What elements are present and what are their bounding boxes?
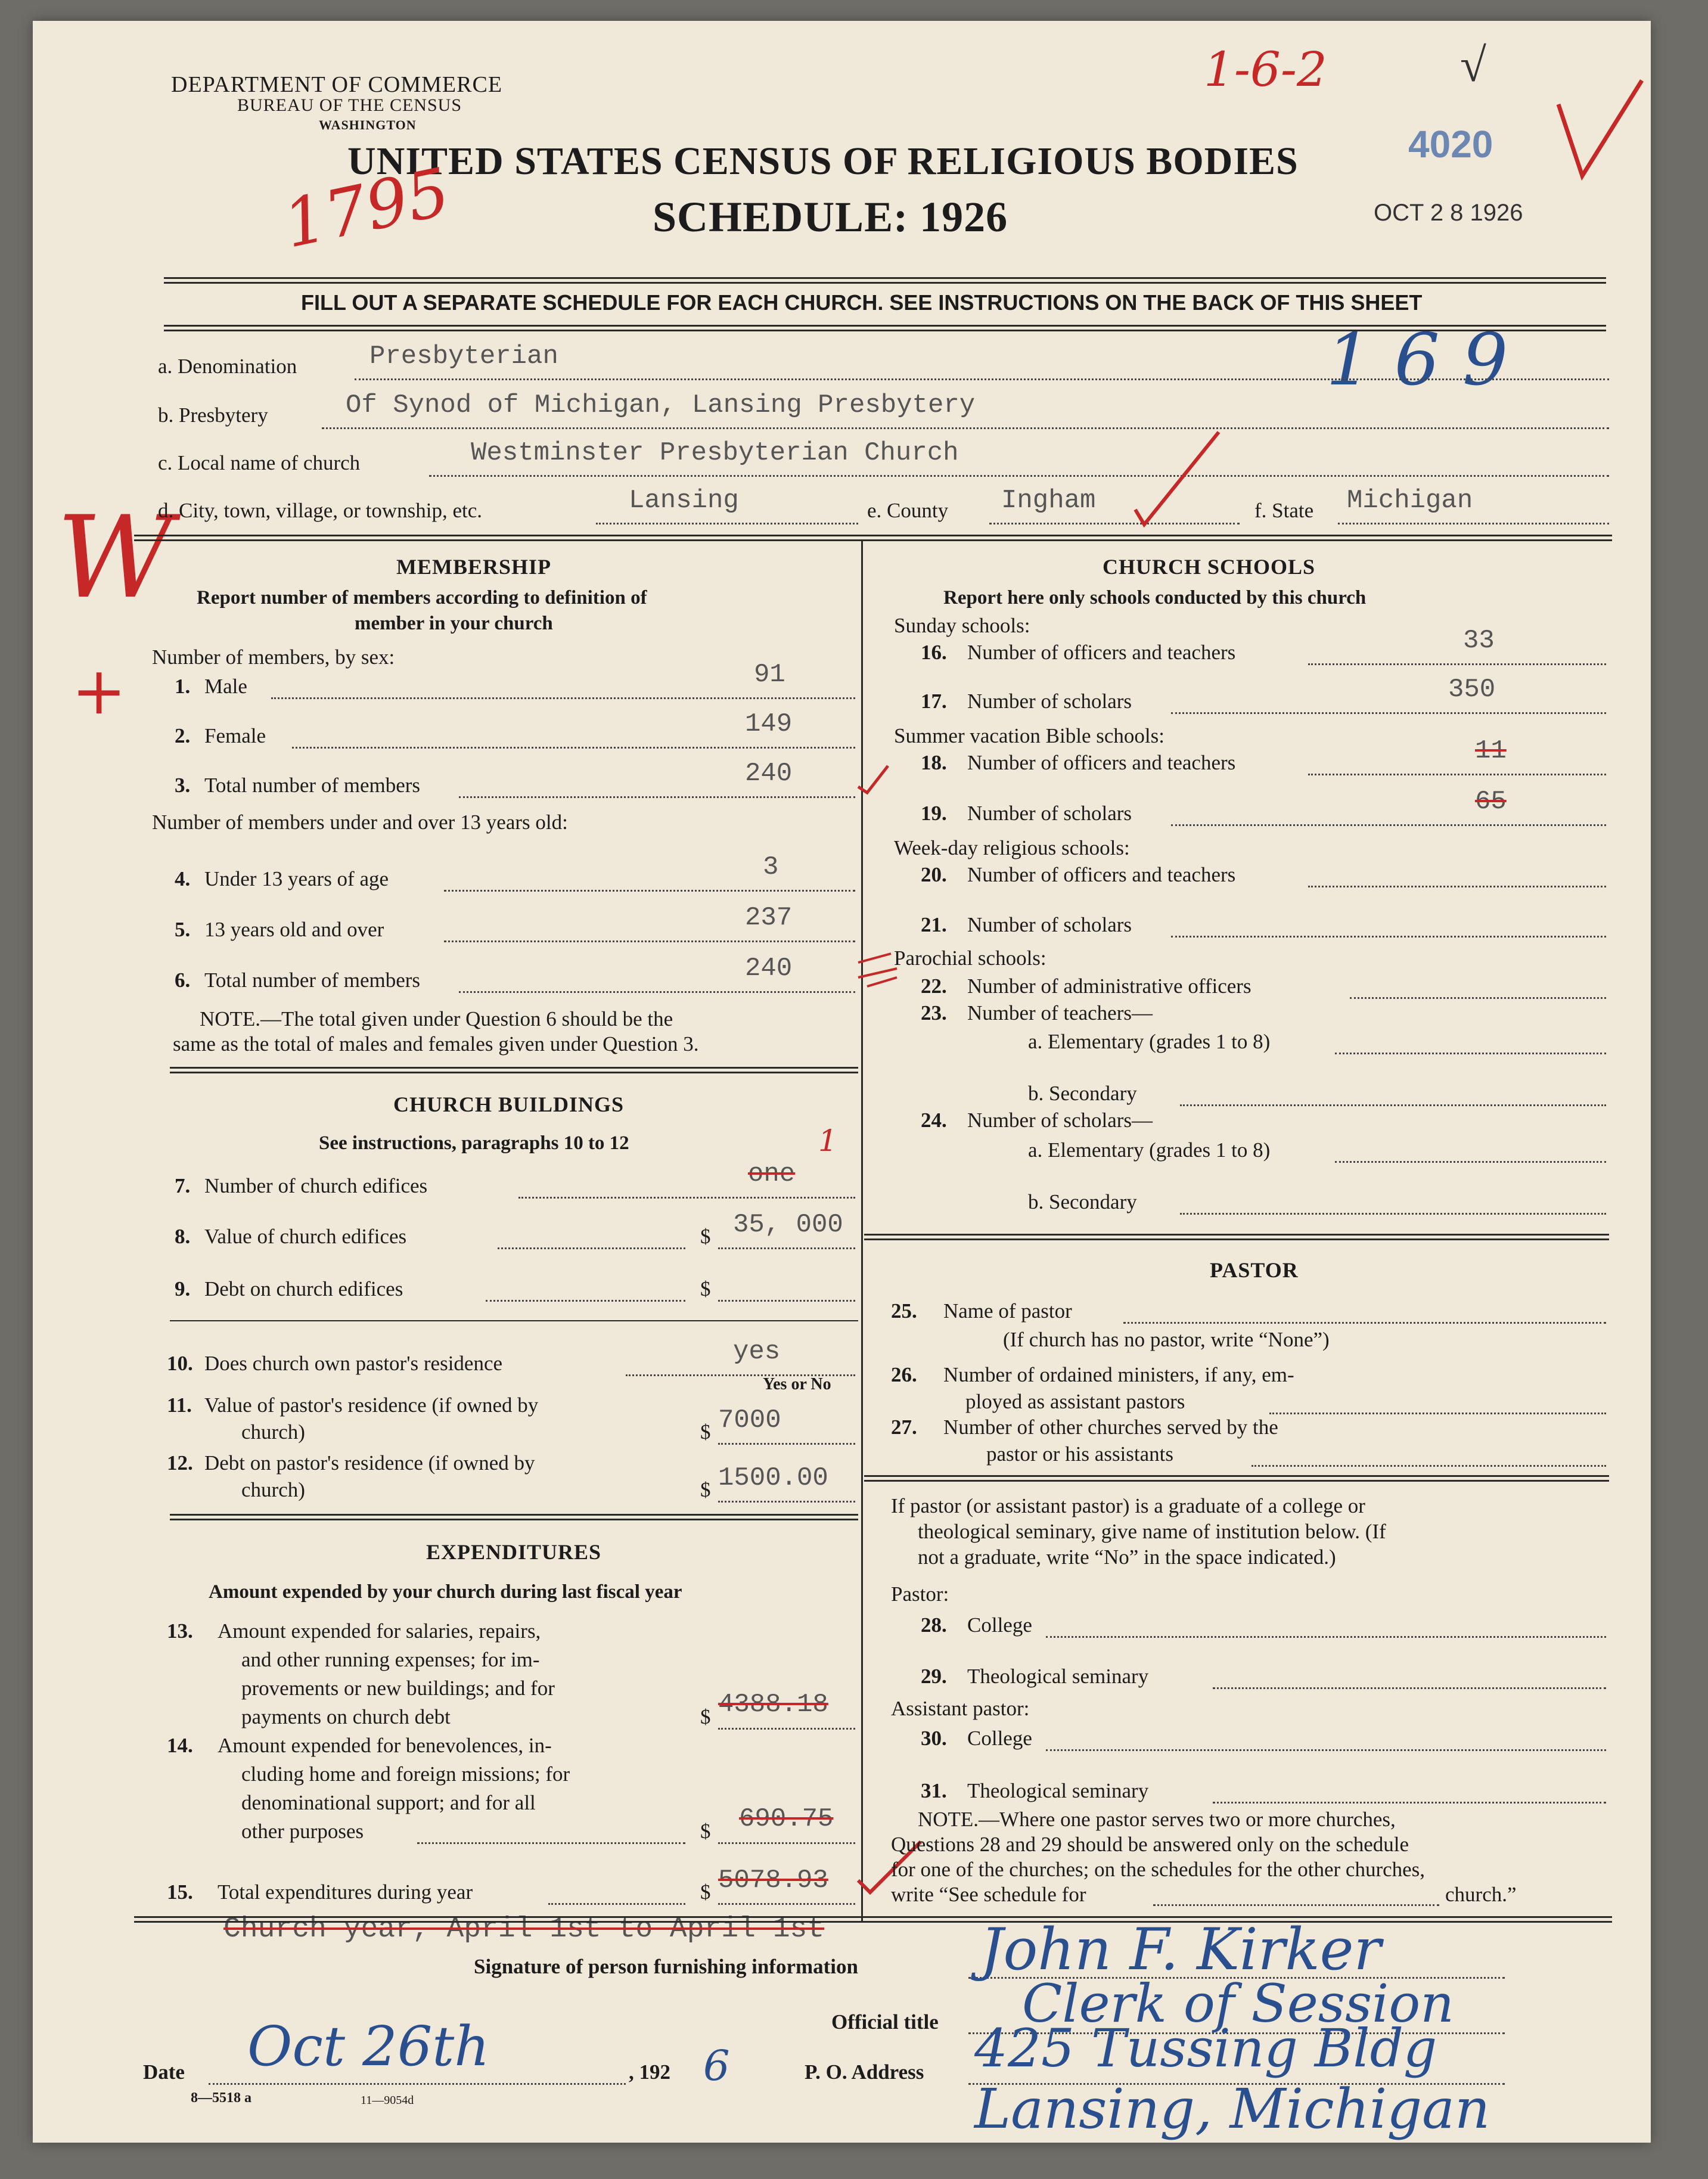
q26-line-2: ployed as assistant pastors [965, 1390, 1185, 1413]
q9-number: 9. [175, 1277, 191, 1300]
po-address-label: P. O. Address [805, 2060, 924, 2084]
denomination-line [355, 378, 1609, 380]
q11-label-2: church) [241, 1420, 305, 1444]
stamp-number: 4020 [1408, 123, 1493, 166]
q2-number: 2. [175, 724, 191, 747]
local-name-value[interactable]: Westminster Presbyterian Church [471, 438, 959, 468]
q24-label: Number of scholars— [967, 1109, 1153, 1132]
q28-line[interactable] [1046, 1636, 1606, 1638]
q31-number: 31. [921, 1779, 947, 1802]
q17-number: 17. [921, 690, 947, 713]
check-mark-icon: √ [1460, 39, 1486, 92]
signature-label: Signature of person furnishing information [474, 1955, 858, 1978]
q18-value[interactable]: 11 [1475, 736, 1507, 766]
red-check-icon [1546, 69, 1648, 188]
buildings-sub: See instructions, paragraphs 10 to 12 [319, 1132, 629, 1154]
membership-note-1: NOTE.—The total given under Question 6 should be the [200, 1007, 673, 1030]
fields-rule [134, 535, 1612, 541]
q14-value[interactable]: 690.75 [739, 1804, 834, 1834]
q4-label: Under 13 years of age [204, 867, 389, 890]
q14-line [718, 1842, 855, 1844]
pastor-note-1: NOTE.—Where one pastor serves two or more churches, [918, 1808, 1396, 1831]
q15-dollar: $ [700, 1880, 711, 1904]
grad-text-2: theological seminary, give name of institution below. (If [918, 1520, 1386, 1543]
q17-value[interactable]: 350 [1448, 675, 1496, 704]
q27-line[interactable] [1252, 1465, 1606, 1467]
presbytery-line [322, 427, 1609, 429]
q29-line[interactable] [1213, 1687, 1606, 1689]
by-sex-label: Number of members, by sex: [152, 645, 395, 669]
q7-number: 7. [175, 1174, 191, 1197]
q31-label: Theological seminary [967, 1779, 1149, 1802]
q7-correction: 1 [818, 1123, 837, 1158]
handwritten-plus-mark: + [72, 653, 127, 729]
q6-value[interactable]: 240 [745, 954, 793, 983]
membership-intro-2: member in your church [355, 613, 553, 634]
q1-label: Male [204, 675, 247, 698]
q11-number: 11. [167, 1393, 192, 1417]
q3-line [459, 796, 855, 798]
presbytery-label: b. Presbytery [158, 403, 268, 427]
q12-label-1: Debt on pastor's residence (if owned by [204, 1451, 535, 1475]
q27-line-1: Number of other churches served by the [943, 1416, 1278, 1439]
q4-number: 4. [175, 867, 191, 890]
local-name-label: c. Local name of church [158, 451, 361, 474]
expenditures-heading: EXPENDITURES [426, 1540, 602, 1564]
q27-number: 27. [891, 1416, 917, 1439]
q23a-label: a. Elementary (grades 1 to 8) [1028, 1030, 1271, 1053]
q10-value[interactable]: yes [733, 1337, 781, 1367]
q14-line-2: cluding home and foreign missions; for [241, 1762, 570, 1786]
q8-leader-line [498, 1247, 685, 1249]
bureau-label: BUREAU OF THE CENSUS [237, 95, 462, 115]
state-line [1338, 523, 1609, 524]
denomination-value[interactable]: Presbyterian [369, 342, 558, 371]
q4-line [444, 890, 855, 892]
schools-intro: Report here only schools conducted by this church [943, 587, 1367, 609]
q8-label: Value of church edifices [204, 1225, 407, 1248]
q14-leader-line [417, 1842, 685, 1844]
q8-value[interactable]: 35, 000 [733, 1210, 843, 1240]
q24b-line[interactable] [1180, 1213, 1606, 1215]
handwritten-top-note: 1-6-2 [1204, 42, 1327, 97]
q25-line[interactable] [1123, 1322, 1606, 1324]
q24-number: 24. [921, 1109, 947, 1132]
q1-number: 1. [175, 675, 191, 698]
signature-value[interactable]: John F. Kirker [980, 1916, 1381, 1983]
presbytery-value[interactable]: Of Synod of Michigan, Lansing Presbytery [346, 390, 976, 420]
po-address-value-2[interactable]: Lansing, Michigan [974, 2077, 1490, 2141]
buildings-rule [170, 1514, 858, 1520]
q19-label: Number of scholars [967, 802, 1132, 825]
q11-value[interactable]: 7000 [718, 1405, 781, 1435]
pastor-note-line [1153, 1904, 1439, 1906]
q30-label: College [967, 1727, 1032, 1750]
po-address-value-1[interactable]: 425 Tussing Bldg [974, 2017, 1437, 2079]
q15-line [718, 1903, 855, 1905]
q25-label: Name of pastor [943, 1299, 1072, 1323]
state-value[interactable]: Michigan [1347, 486, 1473, 516]
q1-value[interactable]: 91 [754, 660, 785, 690]
date-value[interactable]: Oct 26th [247, 2015, 490, 2078]
q10-number: 10. [167, 1352, 193, 1375]
q12-label-2: church) [241, 1478, 305, 1501]
handwritten-number: 1795 [277, 153, 456, 263]
form-title: UNITED STATES CENSUS OF RELIGIOUS BODIES [347, 139, 1299, 183]
q16-value[interactable]: 33 [1463, 626, 1495, 656]
department-label: DEPARTMENT OF COMMERCE [171, 72, 503, 97]
q14-dollar: $ [700, 1820, 711, 1843]
q10-label: Does church own pastor's residence [204, 1352, 503, 1375]
q6-label: Total number of members [204, 969, 421, 992]
pastor-note-4: write “See schedule for [891, 1883, 1086, 1906]
q29-number: 29. [921, 1665, 947, 1688]
q3-label: Total number of members [204, 774, 421, 797]
form-number: 8—5518 a [191, 2090, 251, 2106]
grad-text-3: not a graduate, write “No” in the space indicated.) [918, 1545, 1336, 1569]
schools-rule [864, 1234, 1609, 1240]
q16-line [1308, 663, 1606, 665]
q14-line-3: denominational support; and for all [241, 1791, 536, 1814]
city-label: d. City, town, village, or township, etc. [158, 499, 483, 522]
handwritten-w-mark: W [57, 492, 173, 623]
buildings-heading: CHURCH BUILDINGS [393, 1092, 625, 1116]
q25-hint: (If church has no pastor, write “None”) [1003, 1328, 1330, 1351]
q1-line [271, 697, 855, 699]
q7-label: Number of church edifices [204, 1174, 428, 1197]
schedule-title: SCHEDULE: 1926 [653, 193, 1008, 241]
handwritten-code: 1 6 9 [1326, 319, 1508, 402]
q19-number: 19. [921, 802, 947, 825]
schools-heading: CHURCH SCHOOLS [1103, 555, 1316, 579]
date-line [209, 2083, 626, 2085]
membership-rule [170, 1067, 858, 1073]
q8-number: 8. [175, 1225, 191, 1248]
pastor-note-2: Questions 28 and 29 should be answered only on the schedule [891, 1833, 1409, 1856]
q14-line-1: Amount expended for benevolences, in- [218, 1734, 552, 1757]
q13-value[interactable]: 4388.18 [718, 1690, 828, 1719]
q11-label-1: Value of pastor's residence (if owned by [204, 1393, 539, 1417]
q7-value[interactable]: one [748, 1159, 796, 1189]
q23a-line[interactable] [1335, 1053, 1606, 1054]
q29-label: Theological seminary [967, 1665, 1149, 1688]
q9-label: Debt on church edifices [204, 1277, 403, 1300]
pastor-note-3: for one of the churches; on the schedules for the other churches, [891, 1858, 1426, 1881]
q2-label: Female [204, 724, 266, 747]
q25-number: 25. [891, 1299, 917, 1323]
date-label: Date [143, 2060, 185, 2084]
q20-number: 20. [921, 863, 947, 886]
q15-label: Total expenditures during year [218, 1880, 473, 1904]
year-value[interactable]: 6 [703, 2041, 730, 2090]
q12-number: 12. [167, 1451, 193, 1475]
q13-line-3: provements or new buildings; and for [241, 1677, 555, 1700]
q9-line[interactable] [718, 1300, 855, 1302]
q23-label: Number of teachers— [967, 1001, 1153, 1025]
pastor-heading: PASTOR [1210, 1258, 1299, 1282]
q27-line-2: pastor or his assistants [986, 1442, 1174, 1466]
q13-number: 13. [167, 1619, 193, 1643]
q20-line[interactable] [1308, 886, 1606, 887]
membership-intro-1: Report number of members according to definition of [197, 587, 647, 609]
summer-schools-label: Summer vacation Bible schools: [894, 724, 1164, 747]
pastor-sub-label: Pastor: [891, 1582, 949, 1606]
state-label: f. State [1254, 499, 1314, 522]
q7-line [518, 1197, 855, 1199]
city-value[interactable]: Lansing [629, 486, 739, 516]
county-label: e. County [867, 499, 949, 522]
q11-dollar: $ [700, 1420, 711, 1444]
q20-label: Number of officers and teachers [967, 863, 1236, 886]
q12-line [718, 1501, 855, 1503]
pastor-note-5: church.” [1445, 1883, 1517, 1906]
q5-value[interactable]: 237 [745, 903, 793, 933]
q6-line [459, 991, 855, 993]
q13-line-2: and other running expenses; for im- [241, 1648, 540, 1671]
county-value[interactable]: Ingham [1001, 486, 1096, 516]
membership-note-2: same as the total of males and females given under Question 3. [173, 1032, 699, 1056]
q4-value[interactable]: 3 [763, 852, 779, 882]
instruction-rule [164, 325, 1606, 331]
q14-number: 14. [167, 1734, 193, 1757]
q16-number: 16. [921, 641, 947, 664]
q23b-label: b. Secondary [1028, 1082, 1137, 1105]
pastor-rule [864, 1475, 1609, 1482]
q15-value[interactable]: 5078.93 [718, 1866, 828, 1895]
local-name-line [429, 475, 1609, 477]
membership-heading: MEMBERSHIP [396, 555, 552, 579]
q18-label: Number of officers and teachers [967, 751, 1236, 774]
sunday-schools-label: Sunday schools: [894, 614, 1030, 637]
q22-label: Number of administrative officers [967, 974, 1252, 998]
official-title-value[interactable]: Clerk of Session [1022, 1973, 1454, 2034]
q31-line[interactable] [1213, 1802, 1606, 1804]
q28-label: College [967, 1613, 1032, 1637]
q23b-line[interactable] [1180, 1104, 1606, 1106]
denomination-label: a. Denomination [158, 355, 297, 378]
q5-label: 13 years old and over [204, 918, 384, 941]
parochial-schools-label: Parochial schools: [894, 946, 1046, 970]
q13-line [718, 1728, 855, 1730]
q8-line [718, 1247, 855, 1249]
q19-value[interactable]: 65 [1475, 787, 1507, 817]
q23-number: 23. [921, 1001, 947, 1025]
official-title-label: Official title [831, 2010, 939, 2034]
q5-number: 5. [175, 918, 191, 941]
q22-line[interactable] [1350, 997, 1606, 999]
q5-line [444, 940, 855, 942]
q12-value[interactable]: 1500.00 [718, 1463, 828, 1493]
grad-text-1: If pastor (or assistant pastor) is a graduate of a college or [891, 1494, 1365, 1517]
q12-dollar: $ [700, 1478, 711, 1501]
q6-number: 6. [175, 969, 191, 992]
q26-number: 26. [891, 1363, 917, 1386]
q2-value[interactable]: 149 [745, 709, 793, 739]
residence-rule [170, 1320, 858, 1321]
q18-number: 18. [921, 751, 947, 774]
q9-dollar: $ [700, 1277, 711, 1300]
column-divider [861, 539, 863, 1922]
q24b-label: b. Secondary [1028, 1190, 1137, 1213]
q9-leader-line [486, 1300, 685, 1302]
q24a-label: a. Elementary (grades 1 to 8) [1028, 1138, 1271, 1162]
q11-line [718, 1443, 855, 1445]
form-number-2: 11—9054d [361, 2094, 414, 2107]
q13-line-1: Amount expended for salaries, repairs, [218, 1619, 541, 1643]
q3-red-check-icon [855, 760, 891, 796]
q15-number: 15. [167, 1880, 193, 1904]
q14-line-4: other purposes [241, 1820, 364, 1843]
q21-line[interactable] [1171, 936, 1606, 938]
q30-number: 30. [921, 1727, 947, 1750]
q17-label: Number of scholars [967, 690, 1132, 713]
top-rule [164, 277, 1606, 284]
census-schedule-page [33, 21, 1651, 2143]
q8-dollar: $ [700, 1225, 711, 1248]
year-prefix: , 192 [629, 2060, 670, 2084]
q21-label: Number of scholars [967, 913, 1132, 936]
q3-number: 3. [175, 774, 191, 797]
q17-line [1171, 712, 1606, 714]
q16-label: Number of officers and teachers [967, 641, 1236, 664]
assistant-sub-label: Assistant pastor: [891, 1697, 1030, 1720]
q22-number: 22. [921, 974, 947, 998]
q3-value[interactable]: 240 [745, 759, 793, 789]
q21-number: 21. [921, 913, 947, 936]
q30-line[interactable] [1046, 1749, 1606, 1751]
q13-line-4: payments on church debt [241, 1705, 451, 1728]
church-year-note: Church year, April 1st to April 1st [223, 1913, 825, 1945]
q24a-line[interactable] [1335, 1161, 1606, 1163]
q26-line[interactable] [1269, 1413, 1606, 1414]
q10-hint: Yes or No [763, 1375, 831, 1393]
q13-dollar: $ [700, 1705, 711, 1728]
county-red-check-icon [1129, 426, 1225, 527]
weekday-schools-label: Week-day religious schools: [894, 836, 1130, 859]
q19-line [1171, 824, 1606, 826]
q28-number: 28. [921, 1613, 947, 1637]
expenditures-sub: Amount expended by your church during last fiscal year [209, 1581, 682, 1603]
city-line [596, 523, 858, 524]
q18-line [1308, 774, 1606, 775]
received-date-stamp: OCT 2 8 1926 [1374, 200, 1523, 226]
bottom-rule [134, 1916, 1612, 1923]
q15-leader-line [548, 1903, 685, 1905]
q2-line [292, 747, 855, 749]
under-over-label: Number of members under and over 13 years old: [152, 811, 568, 834]
q26-line-1: Number of ordained ministers, if any, em- [943, 1363, 1294, 1386]
instruction-banner: FILL OUT A SEPARATE SCHEDULE FOR EACH CHURCH. SEE INSTRUCTIONS ON THE BACK OF THIS SHEET [301, 290, 1423, 315]
washington-label: WASHINGTON [319, 117, 417, 132]
